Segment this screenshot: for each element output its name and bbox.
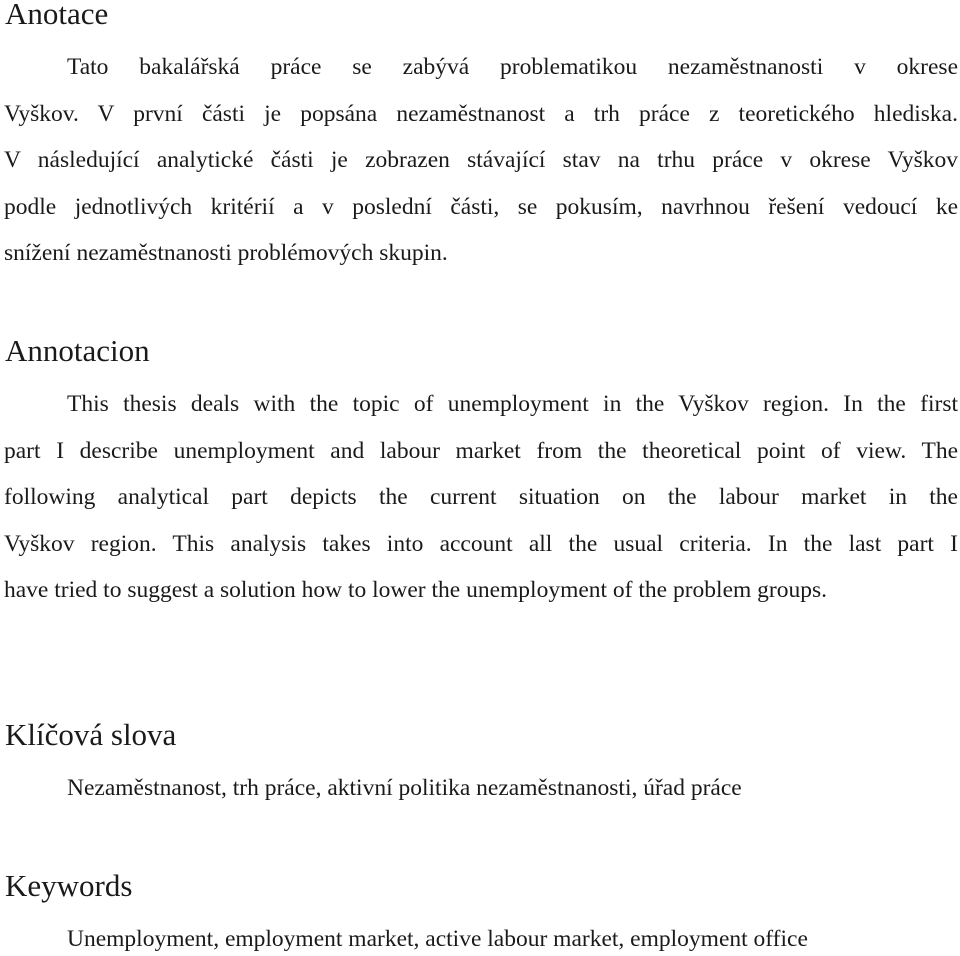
annotacion-line-3: following analytical part depicts the current situation on the labour market in the (4, 484, 958, 510)
annotacion-line-4: Vyškov region. This analysis takes into account all the usual criteria. In the last part I (4, 530, 958, 557)
paragraph-annotacion (4, 381, 958, 614)
heading-klicova-slova: Klíčová slova (5, 717, 177, 752)
heading-anotace: Anotace (5, 0, 109, 31)
keywords-text: Unemployment, employment market, active labour market, employment office (67, 926, 808, 952)
anotace-line-5: snížení nezaměstnanosti problémových skupin. (4, 240, 448, 266)
klicova-slova-text: Nezaměstnanost, trh práce, aktivní politika nezaměstnanosti, úřad práce (67, 775, 742, 801)
anotace-line-2: Vyškov. V první části je popsána nezaměstnanost a trh práce z teoretického hlediska. (4, 100, 958, 127)
annotacion-line-1: This thesis deals with the topic of unemployment in the Vyškov region. In the first (67, 391, 958, 417)
paragraph-anotace (4, 44, 958, 277)
anotace-line-1: Tato bakalářská práce se zabývá problematikou nezaměstnanosti v okrese (67, 54, 958, 80)
heading-keywords: Keywords (5, 868, 133, 903)
annotacion-line-5: have tried to suggest a solution how to lower the unemployment of the problem groups. (4, 577, 828, 603)
heading-annotacion: Annotacion (5, 333, 150, 368)
anotace-line-3: V následující analytické části je zobrazen stávající stav na trhu práce v okrese Vyškov (4, 147, 958, 173)
anotace-line-4: podle jednotlivých kritérií a v poslední části, se pokusím, navrhnou řešení vedoucí ke (4, 193, 958, 220)
annotacion-line-2: part I describe unemployment and labour market from the theoretical point of view. The (4, 437, 958, 464)
